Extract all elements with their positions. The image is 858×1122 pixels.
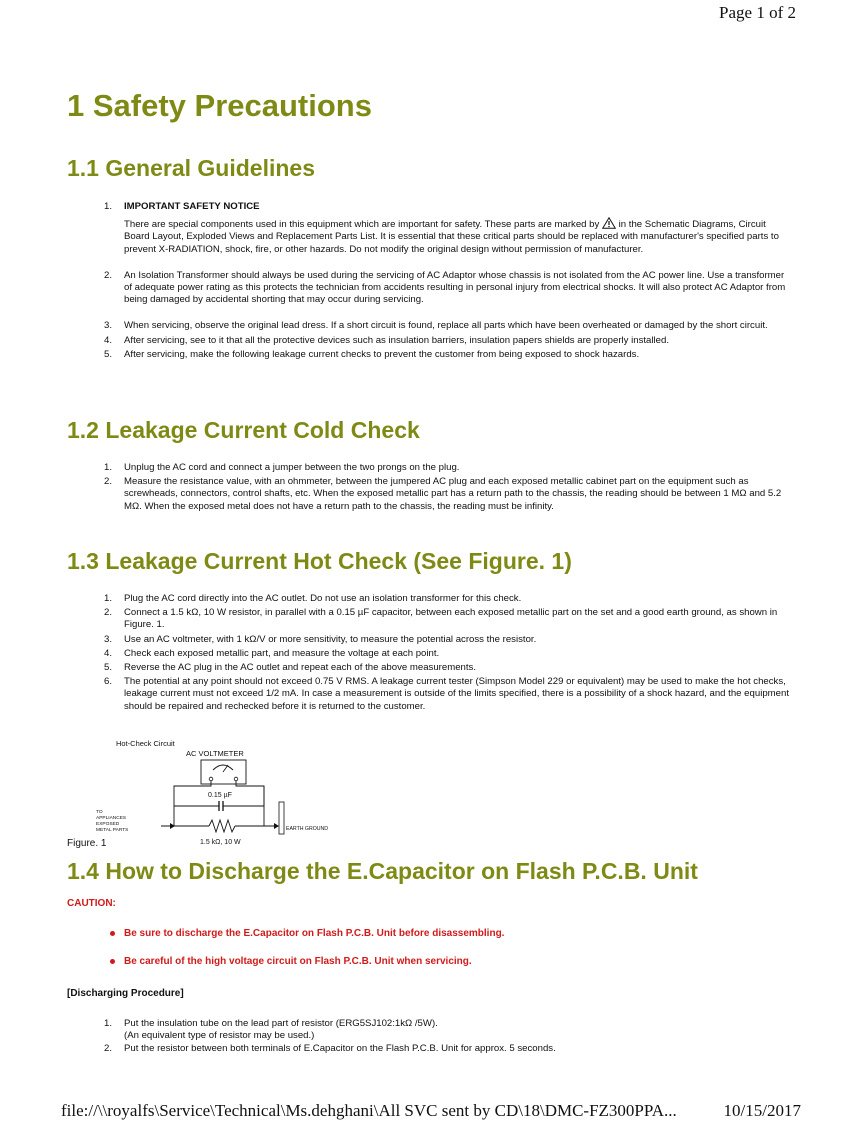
list-number: 2.	[104, 269, 113, 281]
safety-notice-text-start: There are special components used in this equipment which are important for safety. These parts are marked by	[124, 219, 600, 231]
list-item-text: When servicing, observe the original lead dress. If a short circuit is found, replace all parts which have been overheated or damaged by the short circuit.	[124, 320, 768, 332]
list-item-text: Put the insulation tube on the lead part of resistor (ERG5SJ102:1kΩ /5W).	[124, 1018, 438, 1029]
list-number: 4.	[104, 647, 113, 659]
left-label-line-1: TO	[96, 810, 103, 815]
left-label-line-3: EXPOSED	[96, 822, 120, 827]
circuit-title: Hot-Check Circuit	[116, 739, 175, 748]
list-number: 1.	[104, 462, 113, 473]
list-item-text: After servicing, see to it that all the protective devices such as insulation barriers, insulation papers shields are properly installed.	[124, 334, 669, 346]
page-footer	[61, 1101, 801, 1121]
caution-item: Be careful of the high voltage circuit on Flash P.C.B. Unit when servicing.	[108, 956, 504, 967]
list-item-text: Use an AC voltmeter, with 1 kΩ/V or more sensitivity, to measure the potential across the resistor.	[124, 633, 537, 645]
list-item-text: Plug the AC cord directly into the AC outlet. Do not use an isolation transformer for this check.	[124, 593, 522, 604]
list-item	[96, 476, 790, 513]
meter-dial-icon	[213, 765, 233, 770]
left-label-line-4: METAL PARTS	[96, 828, 129, 833]
list-item	[96, 1018, 790, 1042]
section-heading-hot-check: 1.3 Leakage Current Hot Check (See Figure. 1)	[67, 548, 572, 574]
list-item-text: Connect a 1.5 kΩ, 10 W resistor, in parallel with a 0.15 µF capacitor, between each exposed metallic part on the set and a good earth ground, as shown in Figure. 1.	[124, 607, 778, 631]
safety-notice-text-end: in the Schematic Diagrams, Circuit Board Layout, Exploded Views and Replacement Parts List. It is essential that these critical parts should be replaced with manufacturer's specified parts to prevent X-RADIATION, shock, fire, or other hazards. Do not modify the original design without permission of manufacturer.	[124, 219, 779, 255]
list-number: 6.	[104, 676, 113, 688]
procedure-title: [Discharging Procedure]	[67, 988, 184, 999]
list-item-text: The potential at any point should not exceed 0.75 V RMS. A leakage current tester (Simpson Model 229 or equivalent) may be used to make the hot checks, leakage current must not exceed 1/2 mA. In case a measurement is outside of the limits specified, there is a possibility of a shock hazard, and the equipment should be repaired and rechecked before it is returned to the customer.	[124, 676, 789, 712]
voltmeter-box	[201, 760, 246, 784]
section-heading-discharge: 1.4 How to Discharge the E.Capacitor on Flash P.C.B. Unit	[67, 858, 698, 884]
resistor-zigzag	[209, 820, 235, 832]
list-item-text: After servicing, make the following leakage current checks to prevent the customer from being exposed to shock hazards.	[124, 348, 640, 360]
list-item	[96, 607, 790, 631]
cold-check-list	[96, 462, 790, 513]
resistor-label: 1.5 kΩ, 10 W	[200, 839, 241, 846]
capacitor-label: 0.15 µF	[208, 792, 232, 799]
caution-item: Be sure to discharge the E.Capacitor on Flash P.C.B. Unit before disassembling.	[108, 928, 504, 939]
meter-lead-left	[174, 781, 211, 826]
list-number: 4.	[104, 334, 113, 346]
general-guidelines-list	[96, 201, 790, 361]
list-item-text: An Isolation Transformer should always be used during the servicing of AC Adaptor whose chassis is not isolated from the AC power line. Use a transformer of adequate power rating as this protects the technician from accidents resulting in personal injury from electrical shocks. It will also protect AC Adaptor from being damaged by accidental shorting that may occur during servicing.	[124, 269, 786, 306]
figure-caption: Figure. 1	[67, 838, 107, 849]
meter-needle	[223, 765, 228, 772]
list-item	[96, 349, 790, 361]
caution-list	[108, 928, 504, 967]
page-title: 1 Safety Precautions	[67, 88, 372, 123]
list-item	[96, 662, 790, 674]
list-item-text: Measure the resistance value, with an ohmmeter, between the jumpered AC plug and each exposed metallic cabinet part on the equipment such as screwheads, connectors, control shafts, etc. When the exposed metallic part has a return path to the chassis, the reading should be between 1 MΩ and 5.2 MΩ. When the exposed metal does not have a return path to the chassis, the reading must be infinity.	[124, 476, 782, 512]
caution-label: CAUTION:	[67, 898, 116, 909]
discharge-steps-list	[96, 1018, 790, 1056]
left-label-line-2: APPLIANCES	[96, 816, 127, 821]
arrow-right-icon	[274, 823, 279, 829]
list-number: 1.	[104, 201, 113, 212]
hot-check-list	[96, 593, 790, 713]
meter-lead-right	[236, 781, 264, 826]
safety-notice-title: IMPORTANT SAFETY NOTICE	[124, 201, 260, 212]
list-item	[96, 320, 790, 332]
meter-terminal-right	[234, 777, 238, 781]
list-item	[96, 648, 790, 660]
list-item	[96, 335, 790, 347]
meter-label: AC VOLTMETER	[186, 749, 244, 758]
list-item-text: Check each exposed metallic part, and measure the voltage at each point.	[124, 647, 440, 659]
list-item	[96, 270, 790, 307]
list-item-text: Put the resistor between both terminals of E.Capacitor on the Flash P.C.B. Unit for approx. 5 seconds.	[124, 1043, 556, 1055]
earth-ground-plate	[279, 802, 284, 834]
list-number: 2.	[104, 476, 113, 488]
list-item-text: Unplug the AC cord and connect a jumper between the two prongs on the plug.	[124, 462, 460, 473]
list-item	[96, 593, 790, 605]
list-item	[96, 201, 790, 256]
meter-terminal-left	[209, 777, 213, 781]
section-heading-cold-check: 1.2 Leakage Current Cold Check	[67, 417, 420, 443]
list-item	[96, 462, 790, 474]
footer-date: 10/15/2017	[723, 1101, 801, 1120]
list-item	[96, 1043, 790, 1055]
list-item	[96, 634, 790, 646]
list-number: 2.	[104, 1043, 113, 1055]
section-heading-general-guidelines: 1.1 General Guidelines	[67, 155, 315, 181]
list-item	[96, 676, 790, 713]
list-number: 3.	[104, 633, 113, 645]
warning-triangle-icon	[602, 217, 616, 229]
list-number: 5.	[104, 348, 113, 360]
earth-ground-label: EARTH GROUND	[286, 826, 328, 832]
list-item-subtext: (An equivalent type of resistor may be used.)	[124, 1030, 315, 1042]
list-item-text: Reverse the AC plug in the AC outlet and repeat each of the above measurements.	[124, 662, 476, 674]
list-number: 1.	[104, 1018, 113, 1029]
list-number: 3.	[104, 320, 113, 332]
list-number: 5.	[104, 662, 113, 674]
page-indicator: Page 1 of 2	[719, 3, 796, 22]
list-item-text	[124, 217, 790, 256]
footer-path: file://\\royalfs\Service\Technical\Ms.dehghani\All SVC sent by CD\18\DMC-FZ300PPA...	[61, 1101, 677, 1120]
list-number: 2.	[104, 607, 113, 619]
list-number: 1.	[104, 593, 113, 604]
hot-check-circuit-diagram	[96, 736, 346, 852]
